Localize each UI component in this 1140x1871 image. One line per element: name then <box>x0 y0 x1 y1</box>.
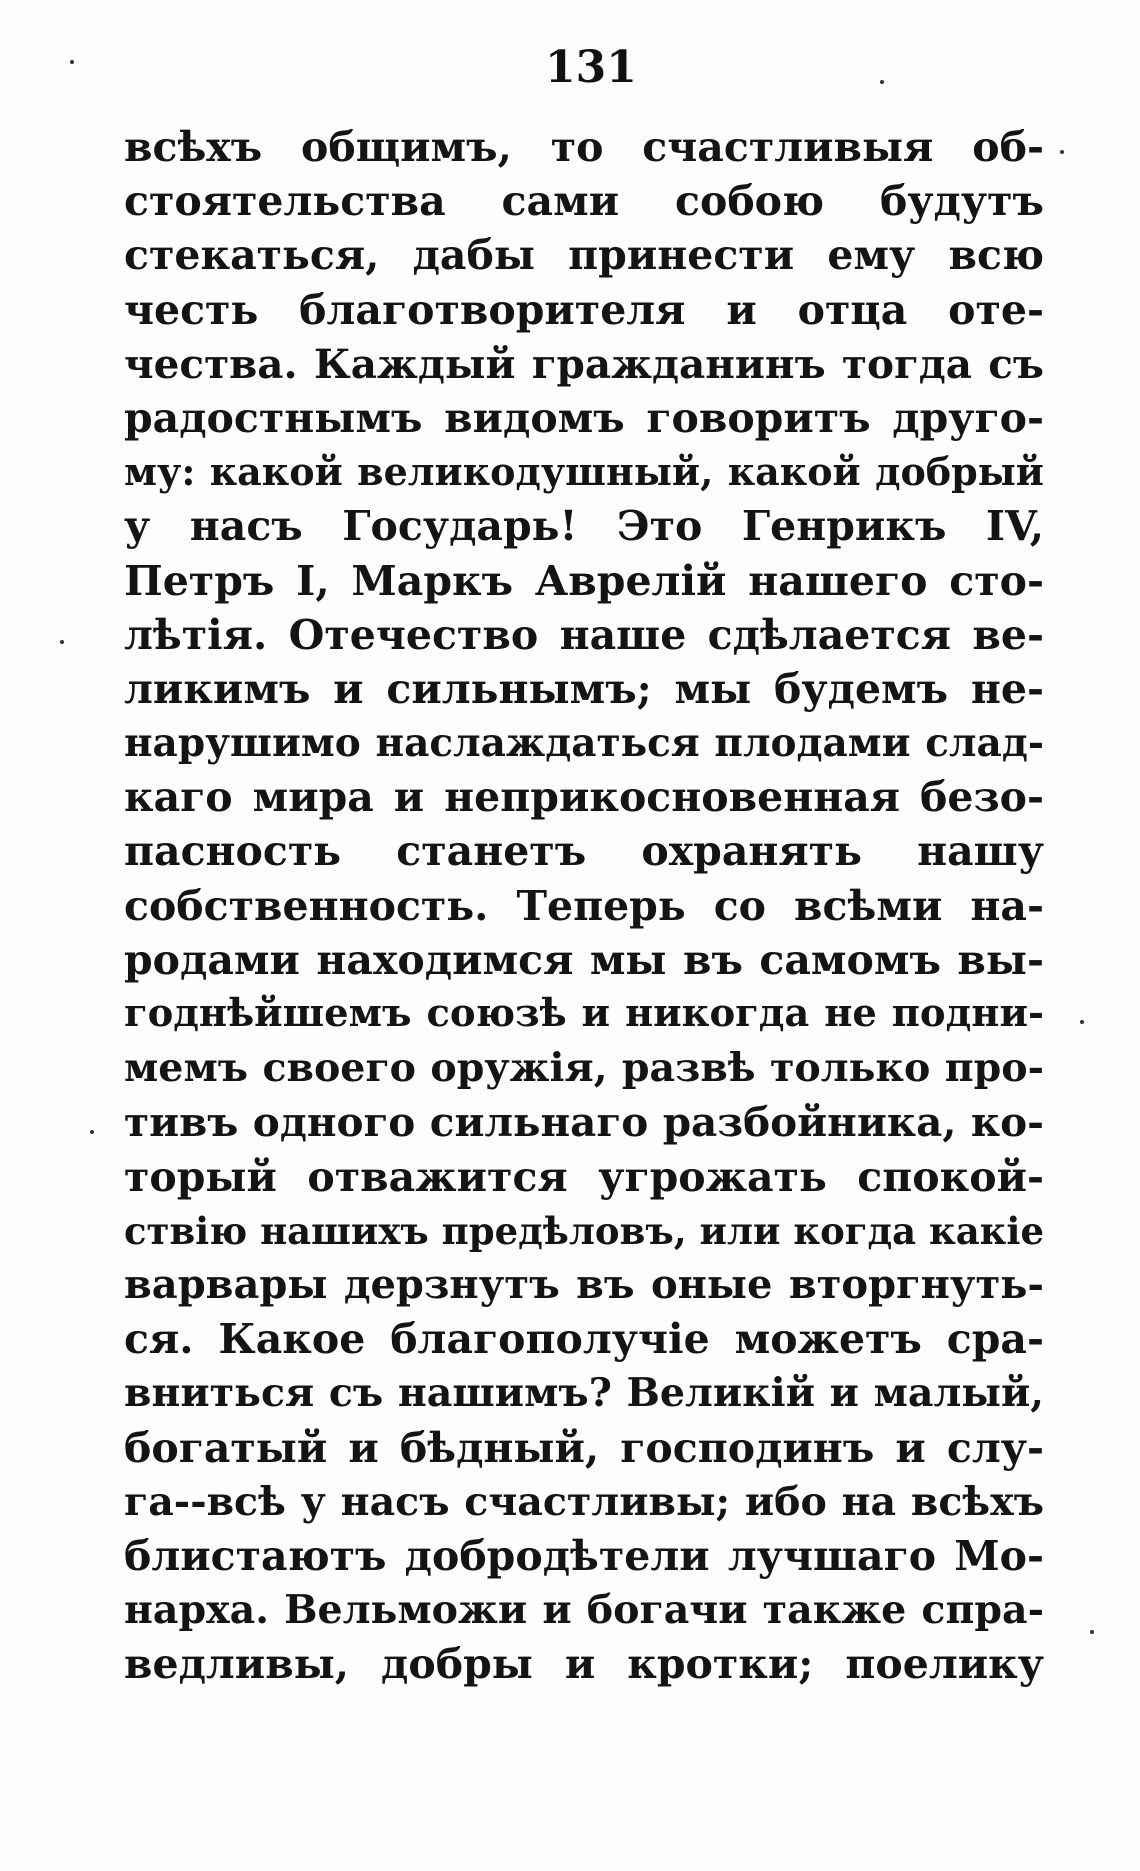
text-line: ведливы, добры и кротки; поелику <box>124 1640 1044 1689</box>
text-line: каго мира и неприкосновенная безо- <box>124 773 1044 822</box>
text-line: честь благотворителя и отца оте- <box>124 285 1044 334</box>
text-line: вниться съ нашимъ? Великій и малый, <box>124 1370 1044 1417</box>
text-line: лѣтія. Отечество наше сдѣлается ве- <box>124 610 1044 659</box>
text-line: тивъ одного сильнаго разбойника, ко- <box>124 1098 1044 1147</box>
text-line: нарушимо наслаждаться плодами слад- <box>124 720 1044 767</box>
scan-speck <box>1080 1020 1084 1024</box>
scan-speck <box>1090 1630 1094 1634</box>
scan-speck <box>90 1130 94 1134</box>
text-line: богатый и бѣдный, господинъ и слу- <box>124 1423 1044 1472</box>
text-line: годнѣйшемъ союзѣ и никогда не подни- <box>124 991 1044 1036</box>
page-number: 131 <box>545 42 637 93</box>
text-line: пасность станетъ охранять нашу <box>124 827 1044 876</box>
text-line: радостнымъ видомъ говоритъ друго- <box>124 393 1044 442</box>
text-line: родами находимся мы въ самомъ вы- <box>124 935 1044 984</box>
text-line: собственность. Теперь со всѣми на- <box>124 881 1044 930</box>
text-line: всѣхъ общимъ, то счастливыя об- <box>124 123 1044 171</box>
text-line: ликимъ и сильнымъ; мы будемъ не- <box>124 664 1044 713</box>
text-line: ствію нашихъ предѣловъ, или когда какіе <box>124 1208 1044 1253</box>
text-line: му: какой великодушный, какой добрый <box>124 449 1044 495</box>
text-line: стекаться, дабы принести ему всю <box>124 231 1044 280</box>
scan-speck <box>880 80 884 84</box>
text-line: ся. Какое благополучіе можетъ сра- <box>124 1315 1044 1364</box>
text-line: у насъ Государь! Это Генрикъ IV, <box>124 502 1044 551</box>
text-line: нарха. Вельможи и богачи также спра- <box>124 1587 1044 1634</box>
scan-speck <box>70 60 74 64</box>
scan-speck <box>60 640 64 644</box>
text-line: варвары дерзнутъ въ оные вторгнуть- <box>124 1260 1044 1308</box>
text-line: чества. Каждый гражданинъ тогда съ <box>124 339 1044 388</box>
text-line: стоятельства сами собою будутъ <box>124 177 1044 226</box>
text-line: блистаютъ добродѣтели лучшаго Мо- <box>124 1531 1044 1580</box>
text-line: га--всѣ у насъ счастливы; ибо на всѣхъ <box>124 1478 1044 1525</box>
text-line: мемъ своего оружія, развѣ только про- <box>124 1045 1044 1092</box>
text-line: торый отважится угрожать спокой- <box>124 1152 1044 1201</box>
text-line: Петръ I, Маркъ Аврелій нашего сто- <box>124 556 1044 605</box>
body-text <box>124 120 1044 1691</box>
scan-speck <box>1060 150 1064 154</box>
